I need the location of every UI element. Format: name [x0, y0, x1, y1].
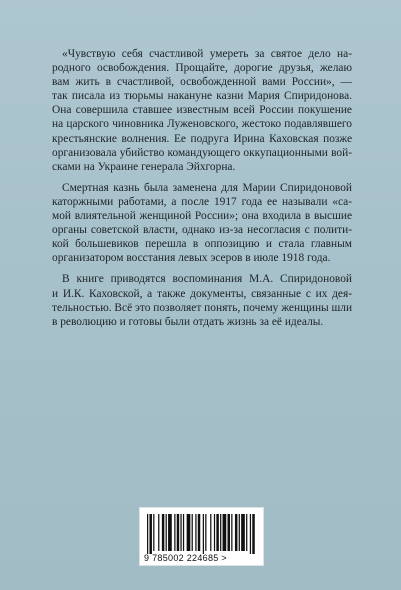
- text-line: организатором восстания левых эсеров в июле 1918 года.: [52, 252, 331, 265]
- barcode-bar: [153, 514, 154, 551]
- barcode-bar: [149, 514, 151, 554]
- text-line: крестьянские волнения. Ее подруга Ирина Каховская позже: [52, 132, 352, 145]
- barcode-bar: [235, 514, 237, 551]
- barcode-bar: [168, 514, 172, 551]
- text-line: тельностью. Всё это позволяет понять, почему женщины шли: [52, 301, 353, 314]
- barcode-bar: [246, 514, 247, 551]
- barcode-bar: [223, 514, 227, 551]
- isbn-barcode: [139, 507, 264, 566]
- barcode-bar: [177, 514, 179, 551]
- barcode-bar: [203, 514, 204, 554]
- barcode-bars: [147, 514, 256, 554]
- text-line: родного освобождения. Прощайте, дорогие друзья, желаю: [52, 62, 352, 75]
- paragraph: [52, 272, 352, 328]
- text-line: В книге приводятся воспоминания М.А. Спиридоновой: [62, 273, 352, 286]
- barcode-bar: [195, 514, 196, 551]
- barcode-bar: [239, 514, 240, 551]
- text-line: мой влиятельной женщиной России»; она входила в высшие: [52, 210, 352, 223]
- paragraph: [52, 47, 352, 174]
- paragraph: [52, 181, 352, 266]
- text-line: Она совершила ставшее известным всей России покушение: [52, 104, 352, 117]
- text-line: кой большевиков перешла в оппозицию и стала главным: [52, 238, 352, 251]
- barcode-bar: [231, 514, 232, 551]
- barcode-bar: [228, 514, 230, 551]
- text-line: вам жить в счастливой, освобожденной вами России», —: [52, 76, 352, 89]
- barcode-bar: [162, 514, 164, 551]
- barcode-bar: [180, 514, 181, 551]
- barcode-bar: [252, 514, 254, 554]
- barcode-bar: [174, 514, 175, 551]
- text-line: организовала убийство командующего оккупационными вой-: [52, 146, 352, 159]
- barcode-bar: [187, 514, 191, 551]
- text-line: на царского чиновника Луженовского, жестоко подавлявшего: [52, 118, 352, 131]
- barcode-bar: [147, 514, 148, 554]
- text-line: так писала из тюрьмы накануне казни Мария Спиридонова.: [52, 90, 352, 103]
- barcode-bar: [192, 514, 193, 551]
- barcode-bar: [198, 514, 200, 551]
- barcode-bar: [166, 514, 167, 551]
- barcode-bar: [214, 514, 215, 551]
- annotation-text: [52, 47, 352, 336]
- text-line: органы советской власти, однако из-за несогласия с полити-: [52, 224, 352, 237]
- barcode-bar: [216, 514, 218, 551]
- text-line: и И.К. Каховской, а также документы, связанные с их дея-: [52, 287, 352, 300]
- barcode-bar: [210, 514, 211, 551]
- text-line: каторжными работами, а после 1917 года ее называли «са-: [52, 195, 352, 208]
- barcode-bar: [158, 514, 159, 551]
- text-line: Смертная казнь была заменена для Марии Спиридоновой: [62, 181, 352, 194]
- barcode-bar: [250, 514, 251, 554]
- barcode-bar: [220, 514, 221, 551]
- text-line: сками на Украине генерала Эйхгорна.: [52, 160, 236, 173]
- barcode-bar: [205, 514, 206, 551]
- barcode-bar: [241, 514, 245, 551]
- text-line: «Чувствую себя счастливой умереть за святое дело на-: [62, 48, 352, 60]
- text-line: в революцию и готовы были отдать жизнь за её идеалы.: [52, 315, 324, 328]
- barcode-bar: [183, 514, 184, 551]
- isbn-number: 9 785002 224685 >: [144, 553, 227, 563]
